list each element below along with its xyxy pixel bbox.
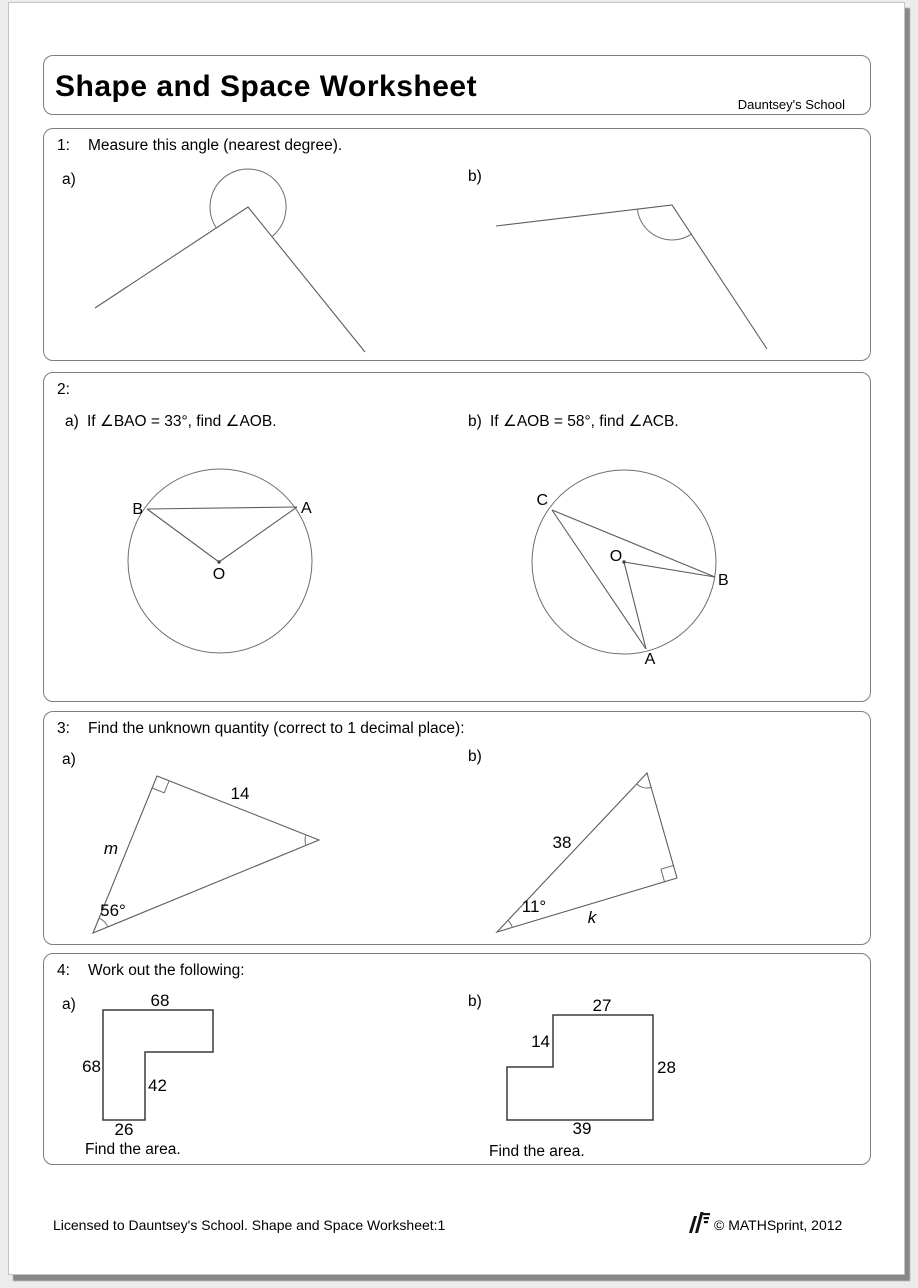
triangle-diagram-b bbox=[480, 760, 700, 945]
prompt-b-text: If ∠AOB = 58°, find ∠ACB. bbox=[490, 413, 679, 430]
point-label-B: B bbox=[718, 572, 729, 589]
dimension-bottom: 26 bbox=[114, 1120, 134, 1139]
angle-arc-top-vertex bbox=[637, 784, 651, 788]
chord-CA bbox=[552, 510, 646, 649]
dimension-top: 68 bbox=[150, 991, 170, 1010]
copyright-text: © MATHSprint, 2012 bbox=[714, 1217, 843, 1233]
radius-BO bbox=[147, 509, 219, 562]
side-length-label: 38 bbox=[552, 833, 572, 852]
question3-number: 3: bbox=[57, 720, 70, 737]
dimension-inner: 42 bbox=[148, 1076, 167, 1095]
question4-part-b-label: b) bbox=[468, 993, 482, 1010]
logo-stripe-1 bbox=[703, 1213, 710, 1215]
question2-part-b-prompt bbox=[468, 412, 679, 431]
school-name: Dauntsey's School bbox=[737, 97, 845, 112]
angle-rays bbox=[95, 207, 365, 352]
radius-AO bbox=[219, 507, 297, 562]
question3-title bbox=[57, 720, 465, 738]
question4-prompt: Work out the following: bbox=[88, 962, 245, 979]
dimension-right: 28 bbox=[657, 1058, 676, 1077]
point-label-A: A bbox=[644, 651, 656, 668]
question3-part-a-label: a) bbox=[62, 751, 76, 768]
reflex-angle-arc bbox=[210, 169, 286, 237]
center-dot bbox=[217, 560, 220, 563]
angle-diagram-b bbox=[480, 185, 790, 365]
find-area-caption-b: Find the area. bbox=[489, 1143, 585, 1160]
question1-part-b-label: b) bbox=[468, 168, 482, 185]
part-a-label: a) bbox=[65, 413, 79, 430]
question1-part-a-label: a) bbox=[62, 171, 76, 188]
question3-part-b-label: b) bbox=[468, 748, 482, 765]
page-title: Shape and Space Worksheet bbox=[55, 70, 478, 103]
prompt-a-text: If ∠BAO = 33°, find ∠AOB. bbox=[87, 413, 277, 430]
angle-diagram-a bbox=[60, 160, 400, 360]
find-area-caption-a: Find the area. bbox=[85, 1141, 181, 1158]
center-dot bbox=[622, 560, 625, 563]
point-label-B: B bbox=[132, 501, 143, 518]
logo-bar-2 bbox=[695, 1212, 704, 1233]
angle-arc bbox=[637, 209, 691, 240]
unknown-side-label: m bbox=[103, 839, 119, 858]
rectilinear-shape-a bbox=[60, 985, 280, 1165]
dimension-left: 68 bbox=[82, 1057, 101, 1076]
rectilinear-shape-b bbox=[470, 985, 700, 1165]
chord-CB bbox=[552, 510, 715, 577]
shape-outline bbox=[103, 1010, 213, 1120]
radius-OB bbox=[624, 562, 715, 577]
angle-value-label: 11° bbox=[521, 897, 547, 916]
angle-arc-right-vertex bbox=[305, 835, 306, 845]
question2-part-a-prompt bbox=[65, 412, 277, 431]
triangle-outline bbox=[93, 776, 319, 933]
circle-diagram-a bbox=[110, 440, 330, 680]
dimension-top: 27 bbox=[592, 996, 612, 1015]
logo-stripe-3 bbox=[704, 1221, 708, 1223]
angle-arc-bottom-vertex bbox=[508, 920, 512, 927]
angle-value-label: 56° bbox=[100, 901, 126, 920]
license-text: Licensed to Dauntsey's School. Shape and Space Worksheet:1 bbox=[53, 1217, 446, 1233]
angle-rays bbox=[496, 205, 767, 349]
logo-stripe-2 bbox=[704, 1217, 710, 1219]
question1-prompt: Measure this angle (nearest degree). bbox=[88, 137, 343, 154]
circle-diagram-b bbox=[515, 440, 745, 680]
point-label-A: A bbox=[301, 500, 312, 517]
dimension-bottom: 39 bbox=[572, 1119, 592, 1138]
point-label-O: O bbox=[212, 566, 226, 583]
question3-prompt: Find the unknown quantity (correct to 1 decimal place): bbox=[88, 720, 465, 737]
question4-number: 4: bbox=[57, 962, 70, 979]
side-length-label: 14 bbox=[230, 784, 250, 803]
question4-title bbox=[57, 962, 245, 980]
point-label-C: C bbox=[536, 492, 548, 509]
question1-title bbox=[57, 137, 342, 155]
shape-outline bbox=[507, 1015, 653, 1120]
question4-part-a-label: a) bbox=[62, 996, 76, 1013]
point-label-O: O bbox=[609, 548, 623, 565]
dimension-upper-left: 14 bbox=[531, 1032, 550, 1051]
question1-number: 1: bbox=[57, 137, 70, 154]
triangle-diagram-a bbox=[80, 760, 340, 945]
question2-number: 2: bbox=[57, 381, 70, 398]
chord-BA bbox=[147, 507, 297, 509]
part-b-label: b) bbox=[468, 413, 482, 430]
unknown-side-label: k bbox=[587, 908, 597, 927]
mathsprint-logo bbox=[687, 1210, 711, 1235]
radius-OA bbox=[624, 562, 646, 649]
